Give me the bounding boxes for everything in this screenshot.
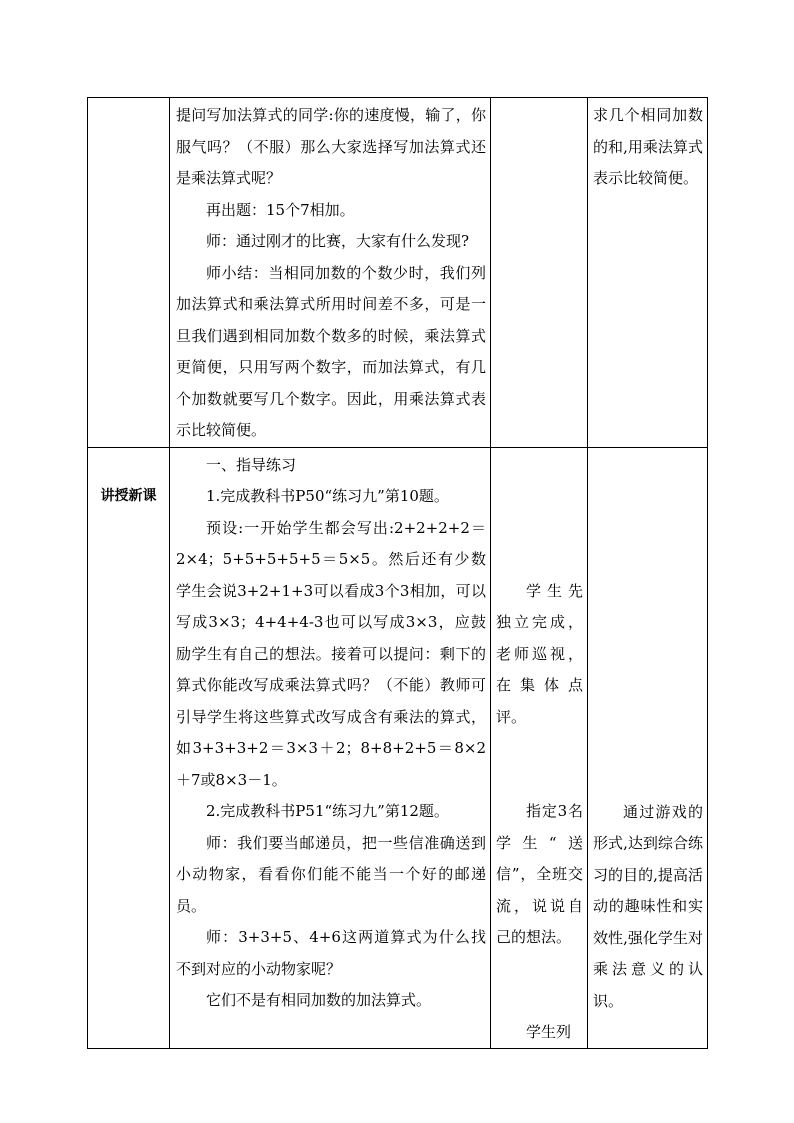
design-intent-cell: [588, 447, 708, 1049]
content-cell: [170, 98, 491, 448]
content-cell: [170, 447, 491, 1049]
content-paragraph: 师：我们要当邮递员，把一些信准确送到小动物家，看看你们能不能当一个好的邮递员。: [176, 833, 486, 915]
spacer: [593, 450, 703, 797]
content-paragraph: 提问写加法算式的同学:你的速度慢，输了，你服气吗？（不服）那么大家选择写加法算式还是乘法算式呢？: [176, 106, 486, 187]
student-paragraph: 指定3名学生“送信”，全班交流，说说自己的想法。: [496, 802, 583, 946]
content-paragraph: 一、指导练习: [206, 455, 297, 474]
lesson-plan-table: [87, 97, 708, 1049]
section-cell: [88, 447, 170, 1049]
content-paragraph: 师：3+3+5、4+6这两道算式为什么找不到对应的小动物家呢？: [176, 928, 486, 978]
section-cell: [88, 98, 170, 448]
student-paragraph: 学生列: [526, 1022, 572, 1041]
content-paragraph: 2.完成教科书P51“练习九”第12题。: [206, 802, 449, 820]
content-paragraph: 师小结：当相同加数的个数少时，我们列加法算式和乘法算式所用时间差不多，可是一旦我们遇到相同加数个数多的时候，乘法算式更简便，只用写两个数字，而加法算式，有几个加数就要写几个数字。因此，用乘法算式表示比较简便。: [176, 263, 486, 439]
content-paragraph: 师：通过刚才的比赛，大家有什么发现?: [206, 232, 470, 250]
intent-paragraph: 求几个相同加数的和,用乘法算式表示比较简便。: [593, 106, 703, 187]
content-paragraph: 再出题：15个7相加。: [206, 200, 355, 219]
spacer: [496, 450, 583, 576]
section-label: 讲授新课: [100, 487, 157, 504]
student-paragraph: 学生先独立完成，老师巡视，在集体点评。: [496, 581, 583, 726]
student-activity-cell: [491, 447, 588, 1049]
student-activity-cell: [491, 98, 588, 448]
intent-paragraph: 通过游戏的形式,达到综合练习的目的,提高活动的趣味性和实效性,强化学生对乘法意义的认识。: [593, 802, 703, 1010]
table-row: [88, 98, 708, 448]
spacer: [496, 954, 583, 1017]
design-intent-cell: [588, 98, 708, 448]
content-paragraph: 1.完成教科书P50“练习九”第10题。: [206, 487, 449, 505]
table-row: [88, 447, 708, 1049]
content-paragraph: 预设:一开始学生都会写出:2+2+2+2＝2×4；5+5+5+5+5＝5×5。然后还有少数学生会说3+2+1+3可以看成3个3相加，可以写成3×3；4+4+4-3也可以写成3×3，应鼓励学生有自己的想法。接着可以提问：剩下的算式你能改写成乘法算式吗？（不能）教师可引导学生将这些算式改写成含有乘法的算式，如3+3+3+2＝3×3＋2；8+8+2+5＝8×2＋7或8×3－1。: [176, 518, 486, 789]
content-paragraph: 它们不是有相同加数的加法算式。: [206, 991, 432, 1009]
spacer: [496, 733, 583, 796]
